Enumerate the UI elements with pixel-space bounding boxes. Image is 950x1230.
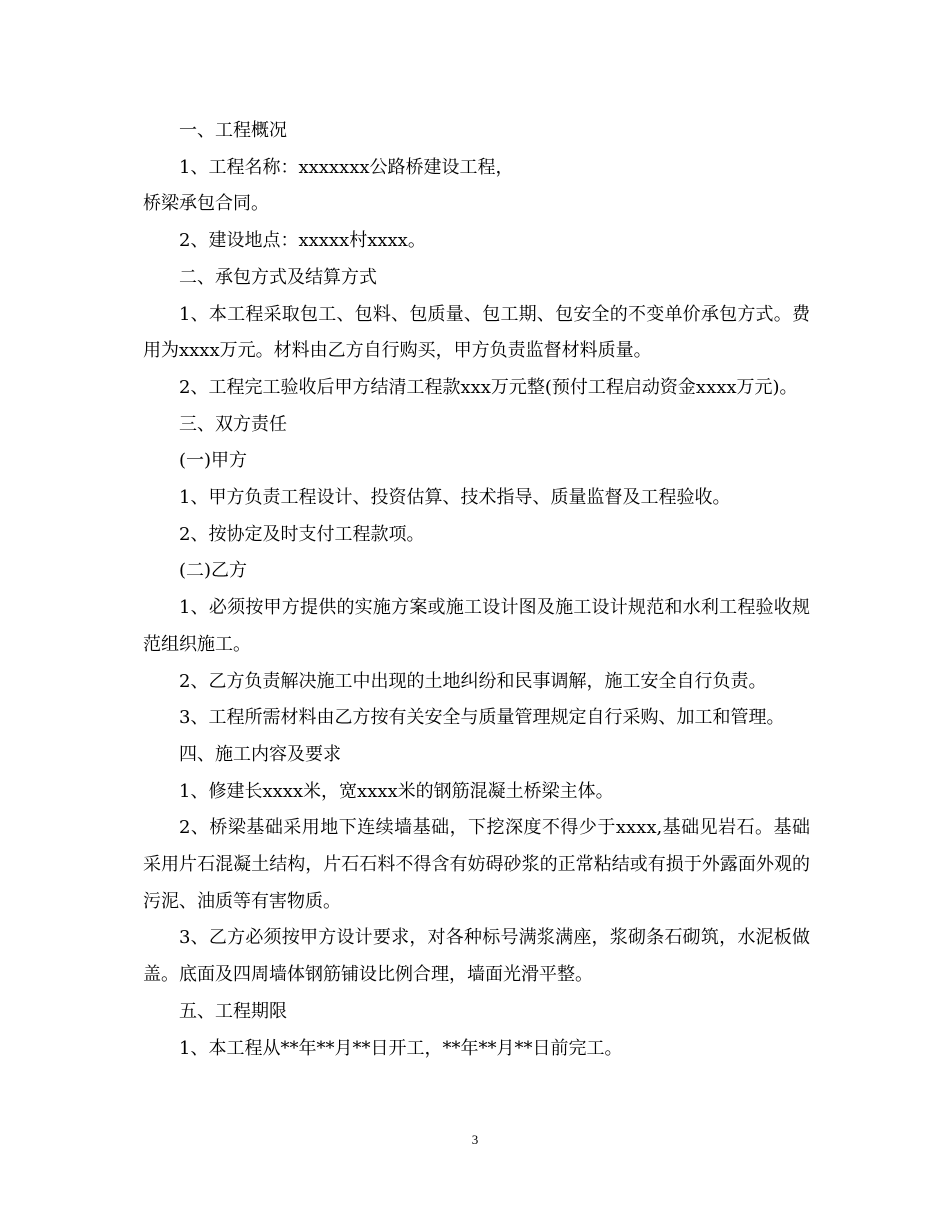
paragraph-contract-method: 1、本工程采取包工、包料、包质量、包工期、包安全的不变单价承包方式。费用为xxxx万元。材料由乙方自行购买，甲方负责监督材料质量。 — [143, 303, 810, 362]
paragraph-schedule-1: 1、本工程从**年**月**日开工，**年**月**日前完工。 — [179, 1037, 623, 1059]
paragraph-project-name: 1、工程名称：xxxxxxx公路桥建设工程， — [179, 156, 514, 178]
paragraph-construction-3: 3、乙方必须按甲方设计要求，对各种标号满浆满座，浆砌条石砌筑，水泥板做盖。底面及四周墙体钢筋铺设比例合理，墙面光滑平整。 — [143, 927, 810, 986]
section-heading-contract-method: 二、承包方式及结算方式 — [179, 266, 377, 288]
section-heading-construction: 四、施工内容及要求 — [179, 743, 341, 765]
subheading-party-a: (一)甲方 — [179, 450, 248, 472]
paragraph-settlement: 2、工程完工验收后甲方结清工程款xxx万元整(预付工程启动资金xxxx万元)。 — [179, 376, 798, 398]
section-heading-overview: 一、工程概况 — [179, 120, 287, 141]
paragraph-party-a-duty-2: 2、按协定及时支付工程款项。 — [179, 523, 425, 545]
subheading-party-b: (二)乙方 — [179, 560, 248, 582]
section-heading-schedule: 五、工程期限 — [179, 1000, 287, 1022]
paragraph-party-a-duty-1: 1、甲方负责工程设计、投资估算、技术指导、质量监督及工程验收。 — [179, 487, 731, 509]
paragraph-party-b-duty-3: 3、工程所需材料由乙方按有关安全与质量管理规定自行采购、加工和管理。 — [179, 707, 785, 729]
paragraph-contract-title: 桥梁承包合同。 — [143, 193, 269, 215]
document-body — [143, 113, 810, 1067]
section-heading-responsibilities: 三、双方责任 — [179, 413, 287, 435]
paragraph-construction-1: 1、修建长xxxx米，宽xxxx米的钢筋混凝土桥梁主体。 — [179, 780, 614, 802]
paragraph-party-b-duty-1: 1、必须按甲方提供的实施方案或施工设计图及施工设计规范和水利工程验收规范组织施工。 — [143, 597, 810, 655]
paragraph-party-b-duty-2: 2、乙方负责解决施工中出现的土地纠纷和民事调解，施工安全自行负责。 — [179, 670, 767, 692]
page-number: 3 — [471, 1132, 479, 1147]
paragraph-location: 2、建设地点：xxxxx村xxxx。 — [179, 230, 426, 252]
paragraph-construction-2: 2、桥梁基础采用地下连续墙基础，下挖深度不得少于xxxx,基础见岩石。基础采用片石混凝土结构，片石石料不得含有妨碍砂浆的正常粘结或有损于外露面外观的污泥、油质等有害物质。 — [143, 817, 810, 912]
